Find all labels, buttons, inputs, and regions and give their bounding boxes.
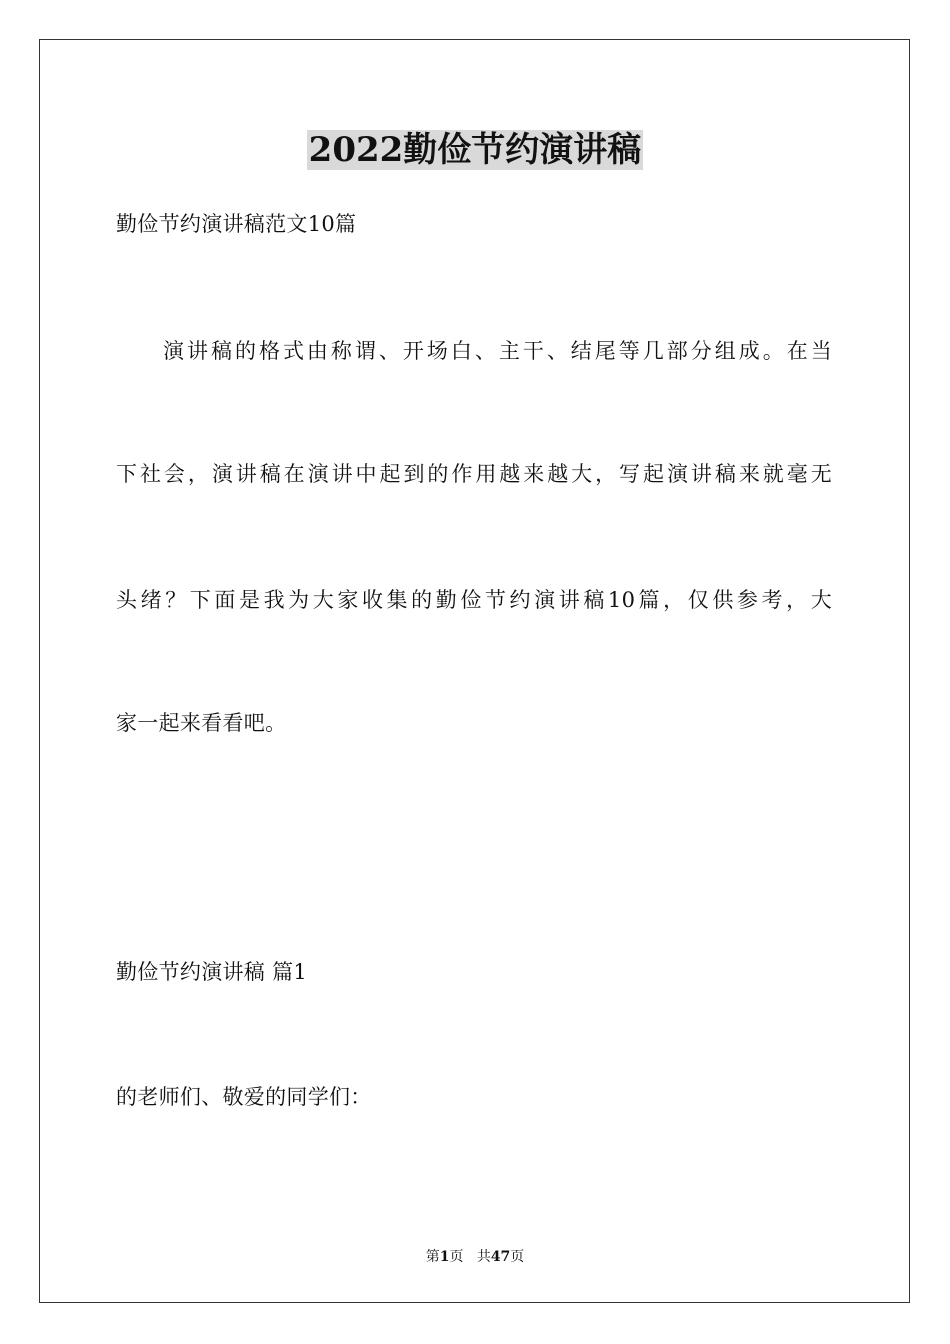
- intro-paragraph-line-1: 演讲稿的格式由称谓、开场白、主干、结尾等几部分组成。在当: [163, 339, 832, 363]
- intro-paragraph-line-4: 家一起来看看吧。: [116, 711, 287, 735]
- footer-page-prefix: 第: [425, 1249, 440, 1265]
- intro-paragraph-line-2: 下社会，演讲稿在演讲中起到的作用越来越大，写起演讲稿来就毫无: [116, 462, 832, 486]
- document-subtitle: 勤俭节约演讲稿范文10篇: [116, 212, 357, 236]
- footer-page-number: 1: [439, 1249, 450, 1265]
- intro-paragraph-line-3: 头绪？下面是我为大家收集的勤俭节约演讲稿10篇，仅供参考，大: [116, 588, 832, 612]
- page-footer: [0, 1247, 950, 1267]
- footer-page-suffix: 页: [449, 1249, 464, 1265]
- greeting-line: 的老师们、敬爱的同学们：: [116, 1085, 372, 1109]
- section-heading: 勤俭节约演讲稿 篇1: [116, 960, 308, 984]
- document-title-text: 2022勤俭节约演讲稿: [308, 130, 642, 170]
- footer-total-pages: 47: [490, 1249, 511, 1265]
- document-title: [0, 128, 950, 172]
- footer-total-suffix: 页: [510, 1249, 525, 1265]
- footer-total-prefix: 共: [476, 1249, 491, 1265]
